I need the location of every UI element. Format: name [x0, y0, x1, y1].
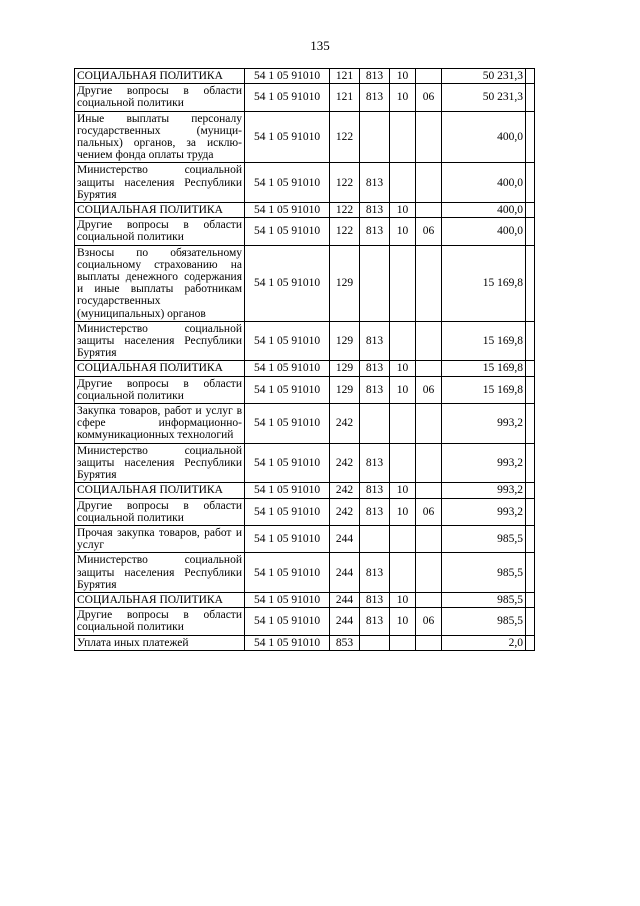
table-row: [75, 245, 535, 321]
subsection-cell: [416, 553, 442, 593]
subsection-cell: [416, 635, 442, 650]
row-name-cell: Закупка товаров, работ и услуг в сфере информационно-коммуникационных технологий: [75, 404, 245, 444]
amount-cell: 985,5: [442, 592, 526, 607]
ministry-code-cell: 813: [360, 361, 390, 376]
ministry-code-cell: 813: [360, 592, 390, 607]
ministry-code-cell: [360, 111, 390, 163]
blank-column-cell: [526, 483, 535, 498]
blank-column-cell: [526, 69, 535, 84]
blank-column-cell: [526, 111, 535, 163]
section-cell: [390, 111, 416, 163]
expense-type-cell: 242: [330, 483, 360, 498]
amount-cell: 15 169,8: [442, 245, 526, 321]
blank-column-cell: [526, 218, 535, 245]
target-article-cell: 54 1 05 91010: [245, 203, 330, 218]
blank-column-cell: [526, 525, 535, 552]
row-name-cell: Министерство социальной защиты населения Республики Бурятия: [75, 163, 245, 203]
section-cell: [390, 245, 416, 321]
subsection-cell: 06: [416, 376, 442, 403]
row-name-cell: Другие вопросы в области социальной политики: [75, 218, 245, 245]
target-article-cell: 54 1 05 91010: [245, 321, 330, 361]
row-name-cell: Иные выплаты персоналу государственных (муниципальных) органов, за исключением фонда оплаты труда: [75, 111, 245, 163]
table-row: [75, 404, 535, 444]
section-cell: [390, 404, 416, 444]
target-article-cell: 54 1 05 91010: [245, 483, 330, 498]
ministry-code-cell: 813: [360, 553, 390, 593]
table-row: [75, 218, 535, 245]
expense-type-cell: 244: [330, 592, 360, 607]
subsection-cell: 06: [416, 608, 442, 635]
subsection-cell: [416, 525, 442, 552]
blank-column-cell: [526, 498, 535, 525]
row-name-cell: СОЦИАЛЬНАЯ ПОЛИТИКА: [75, 483, 245, 498]
section-cell: [390, 525, 416, 552]
expense-type-cell: 129: [330, 245, 360, 321]
expense-type-cell: 242: [330, 443, 360, 483]
ministry-code-cell: 813: [360, 163, 390, 203]
subsection-cell: [416, 592, 442, 607]
section-cell: 10: [390, 84, 416, 111]
amount-cell: 50 231,3: [442, 84, 526, 111]
table-row: [75, 69, 535, 84]
blank-column-cell: [526, 608, 535, 635]
target-article-cell: 54 1 05 91010: [245, 218, 330, 245]
target-article-cell: 54 1 05 91010: [245, 69, 330, 84]
expense-type-cell: 244: [330, 608, 360, 635]
target-article-cell: 54 1 05 91010: [245, 525, 330, 552]
section-cell: 10: [390, 608, 416, 635]
amount-cell: 15 169,8: [442, 361, 526, 376]
table-row: [75, 525, 535, 552]
row-name-cell: СОЦИАЛЬНАЯ ПОЛИТИКА: [75, 69, 245, 84]
amount-cell: 993,2: [442, 483, 526, 498]
target-article-cell: 54 1 05 91010: [245, 404, 330, 444]
expense-type-cell: 242: [330, 498, 360, 525]
blank-column-cell: [526, 553, 535, 593]
expense-type-cell: 122: [330, 111, 360, 163]
subsection-cell: [416, 111, 442, 163]
row-name-cell: Другие вопросы в области социальной политики: [75, 84, 245, 111]
target-article-cell: 54 1 05 91010: [245, 443, 330, 483]
page-number: 135: [310, 38, 330, 53]
target-article-cell: 54 1 05 91010: [245, 608, 330, 635]
table-row: [75, 592, 535, 607]
subsection-cell: [416, 203, 442, 218]
row-name-cell: Министерство социальной защиты населения Республики Бурятия: [75, 553, 245, 593]
target-article-cell: 54 1 05 91010: [245, 84, 330, 111]
target-article-cell: 54 1 05 91010: [245, 553, 330, 593]
row-name-cell: СОЦИАЛЬНАЯ ПОЛИТИКА: [75, 361, 245, 376]
row-name-cell: Другие вопросы в области социальной политики: [75, 608, 245, 635]
subsection-cell: 06: [416, 218, 442, 245]
budget-table: [74, 68, 535, 651]
subsection-cell: [416, 245, 442, 321]
amount-cell: 400,0: [442, 203, 526, 218]
expense-type-cell: 129: [330, 376, 360, 403]
subsection-cell: [416, 404, 442, 444]
amount-cell: 15 169,8: [442, 321, 526, 361]
blank-column-cell: [526, 404, 535, 444]
section-cell: [390, 163, 416, 203]
target-article-cell: 54 1 05 91010: [245, 635, 330, 650]
amount-cell: 993,2: [442, 404, 526, 444]
expense-type-cell: 244: [330, 525, 360, 552]
expense-type-cell: 122: [330, 203, 360, 218]
ministry-code-cell: [360, 245, 390, 321]
table-row: [75, 376, 535, 403]
expense-type-cell: 853: [330, 635, 360, 650]
target-article-cell: 54 1 05 91010: [245, 376, 330, 403]
blank-column-cell: [526, 592, 535, 607]
table-row: [75, 443, 535, 483]
expense-type-cell: 129: [330, 321, 360, 361]
subsection-cell: [416, 361, 442, 376]
table-row: [75, 483, 535, 498]
section-cell: 10: [390, 592, 416, 607]
subsection-cell: [416, 321, 442, 361]
table-row: [75, 608, 535, 635]
subsection-cell: [416, 443, 442, 483]
expense-type-cell: 244: [330, 553, 360, 593]
budget-table-body: [75, 69, 535, 651]
expense-type-cell: 122: [330, 218, 360, 245]
ministry-code-cell: 813: [360, 218, 390, 245]
ministry-code-cell: 813: [360, 483, 390, 498]
amount-cell: 993,2: [442, 443, 526, 483]
ministry-code-cell: [360, 635, 390, 650]
table-row: [75, 498, 535, 525]
amount-cell: 400,0: [442, 163, 526, 203]
blank-column-cell: [526, 84, 535, 111]
section-cell: [390, 635, 416, 650]
expense-type-cell: 242: [330, 404, 360, 444]
blank-column-cell: [526, 203, 535, 218]
target-article-cell: 54 1 05 91010: [245, 498, 330, 525]
section-cell: 10: [390, 361, 416, 376]
row-name-cell: Прочая закупка товаров, работ и услуг: [75, 525, 245, 552]
ministry-code-cell: 813: [360, 203, 390, 218]
ministry-code-cell: 813: [360, 69, 390, 84]
row-name-cell: Министерство социальной защиты населения Республики Бурятия: [75, 443, 245, 483]
row-name-cell: Другие вопросы в области социальной политики: [75, 376, 245, 403]
subsection-cell: 06: [416, 498, 442, 525]
section-cell: [390, 553, 416, 593]
target-article-cell: 54 1 05 91010: [245, 163, 330, 203]
amount-cell: 985,5: [442, 525, 526, 552]
section-cell: 10: [390, 69, 416, 84]
target-article-cell: 54 1 05 91010: [245, 361, 330, 376]
table-row: [75, 635, 535, 650]
blank-column-cell: [526, 361, 535, 376]
section-cell: 10: [390, 203, 416, 218]
ministry-code-cell: 813: [360, 608, 390, 635]
ministry-code-cell: 813: [360, 443, 390, 483]
amount-cell: 985,5: [442, 553, 526, 593]
subsection-cell: 06: [416, 84, 442, 111]
table-row: [75, 84, 535, 111]
expense-type-cell: 121: [330, 84, 360, 111]
ministry-code-cell: 813: [360, 321, 390, 361]
row-name-cell: СОЦИАЛЬНАЯ ПОЛИТИКА: [75, 203, 245, 218]
amount-cell: 993,2: [442, 498, 526, 525]
amount-cell: 400,0: [442, 218, 526, 245]
blank-column-cell: [526, 376, 535, 403]
table-row: [75, 553, 535, 593]
row-name-cell: Взносы по обязательному социальному страхованию на выплаты денежного содержания и иные выплаты работникам государственных (муниципальных) органов: [75, 245, 245, 321]
ministry-code-cell: 813: [360, 498, 390, 525]
blank-column-cell: [526, 443, 535, 483]
blank-column-cell: [526, 635, 535, 650]
target-article-cell: 54 1 05 91010: [245, 245, 330, 321]
section-cell: [390, 321, 416, 361]
subsection-cell: [416, 163, 442, 203]
expense-type-cell: 129: [330, 361, 360, 376]
section-cell: 10: [390, 498, 416, 525]
section-cell: 10: [390, 483, 416, 498]
section-cell: [390, 443, 416, 483]
ministry-code-cell: [360, 525, 390, 552]
table-row: [75, 163, 535, 203]
table-row: [75, 361, 535, 376]
ministry-code-cell: 813: [360, 84, 390, 111]
row-name-cell: Министерство социальной защиты населения Республики Бурятия: [75, 321, 245, 361]
amount-cell: 50 231,3: [442, 69, 526, 84]
row-name-cell: Уплата иных платежей: [75, 635, 245, 650]
amount-cell: 400,0: [442, 111, 526, 163]
target-article-cell: 54 1 05 91010: [245, 111, 330, 163]
target-article-cell: 54 1 05 91010: [245, 592, 330, 607]
ministry-code-cell: [360, 404, 390, 444]
blank-column-cell: [526, 163, 535, 203]
table-row: [75, 111, 535, 163]
table-row: [75, 203, 535, 218]
section-cell: 10: [390, 218, 416, 245]
expense-type-cell: 121: [330, 69, 360, 84]
ministry-code-cell: 813: [360, 376, 390, 403]
row-name-cell: СОЦИАЛЬНАЯ ПОЛИТИКА: [75, 592, 245, 607]
row-name-cell: Другие вопросы в области социальной политики: [75, 498, 245, 525]
subsection-cell: [416, 69, 442, 84]
section-cell: 10: [390, 376, 416, 403]
table-row: [75, 321, 535, 361]
subsection-cell: [416, 483, 442, 498]
blank-column-cell: [526, 245, 535, 321]
expense-type-cell: 122: [330, 163, 360, 203]
amount-cell: 15 169,8: [442, 376, 526, 403]
blank-column-cell: [526, 321, 535, 361]
amount-cell: 985,5: [442, 608, 526, 635]
amount-cell: 2,0: [442, 635, 526, 650]
